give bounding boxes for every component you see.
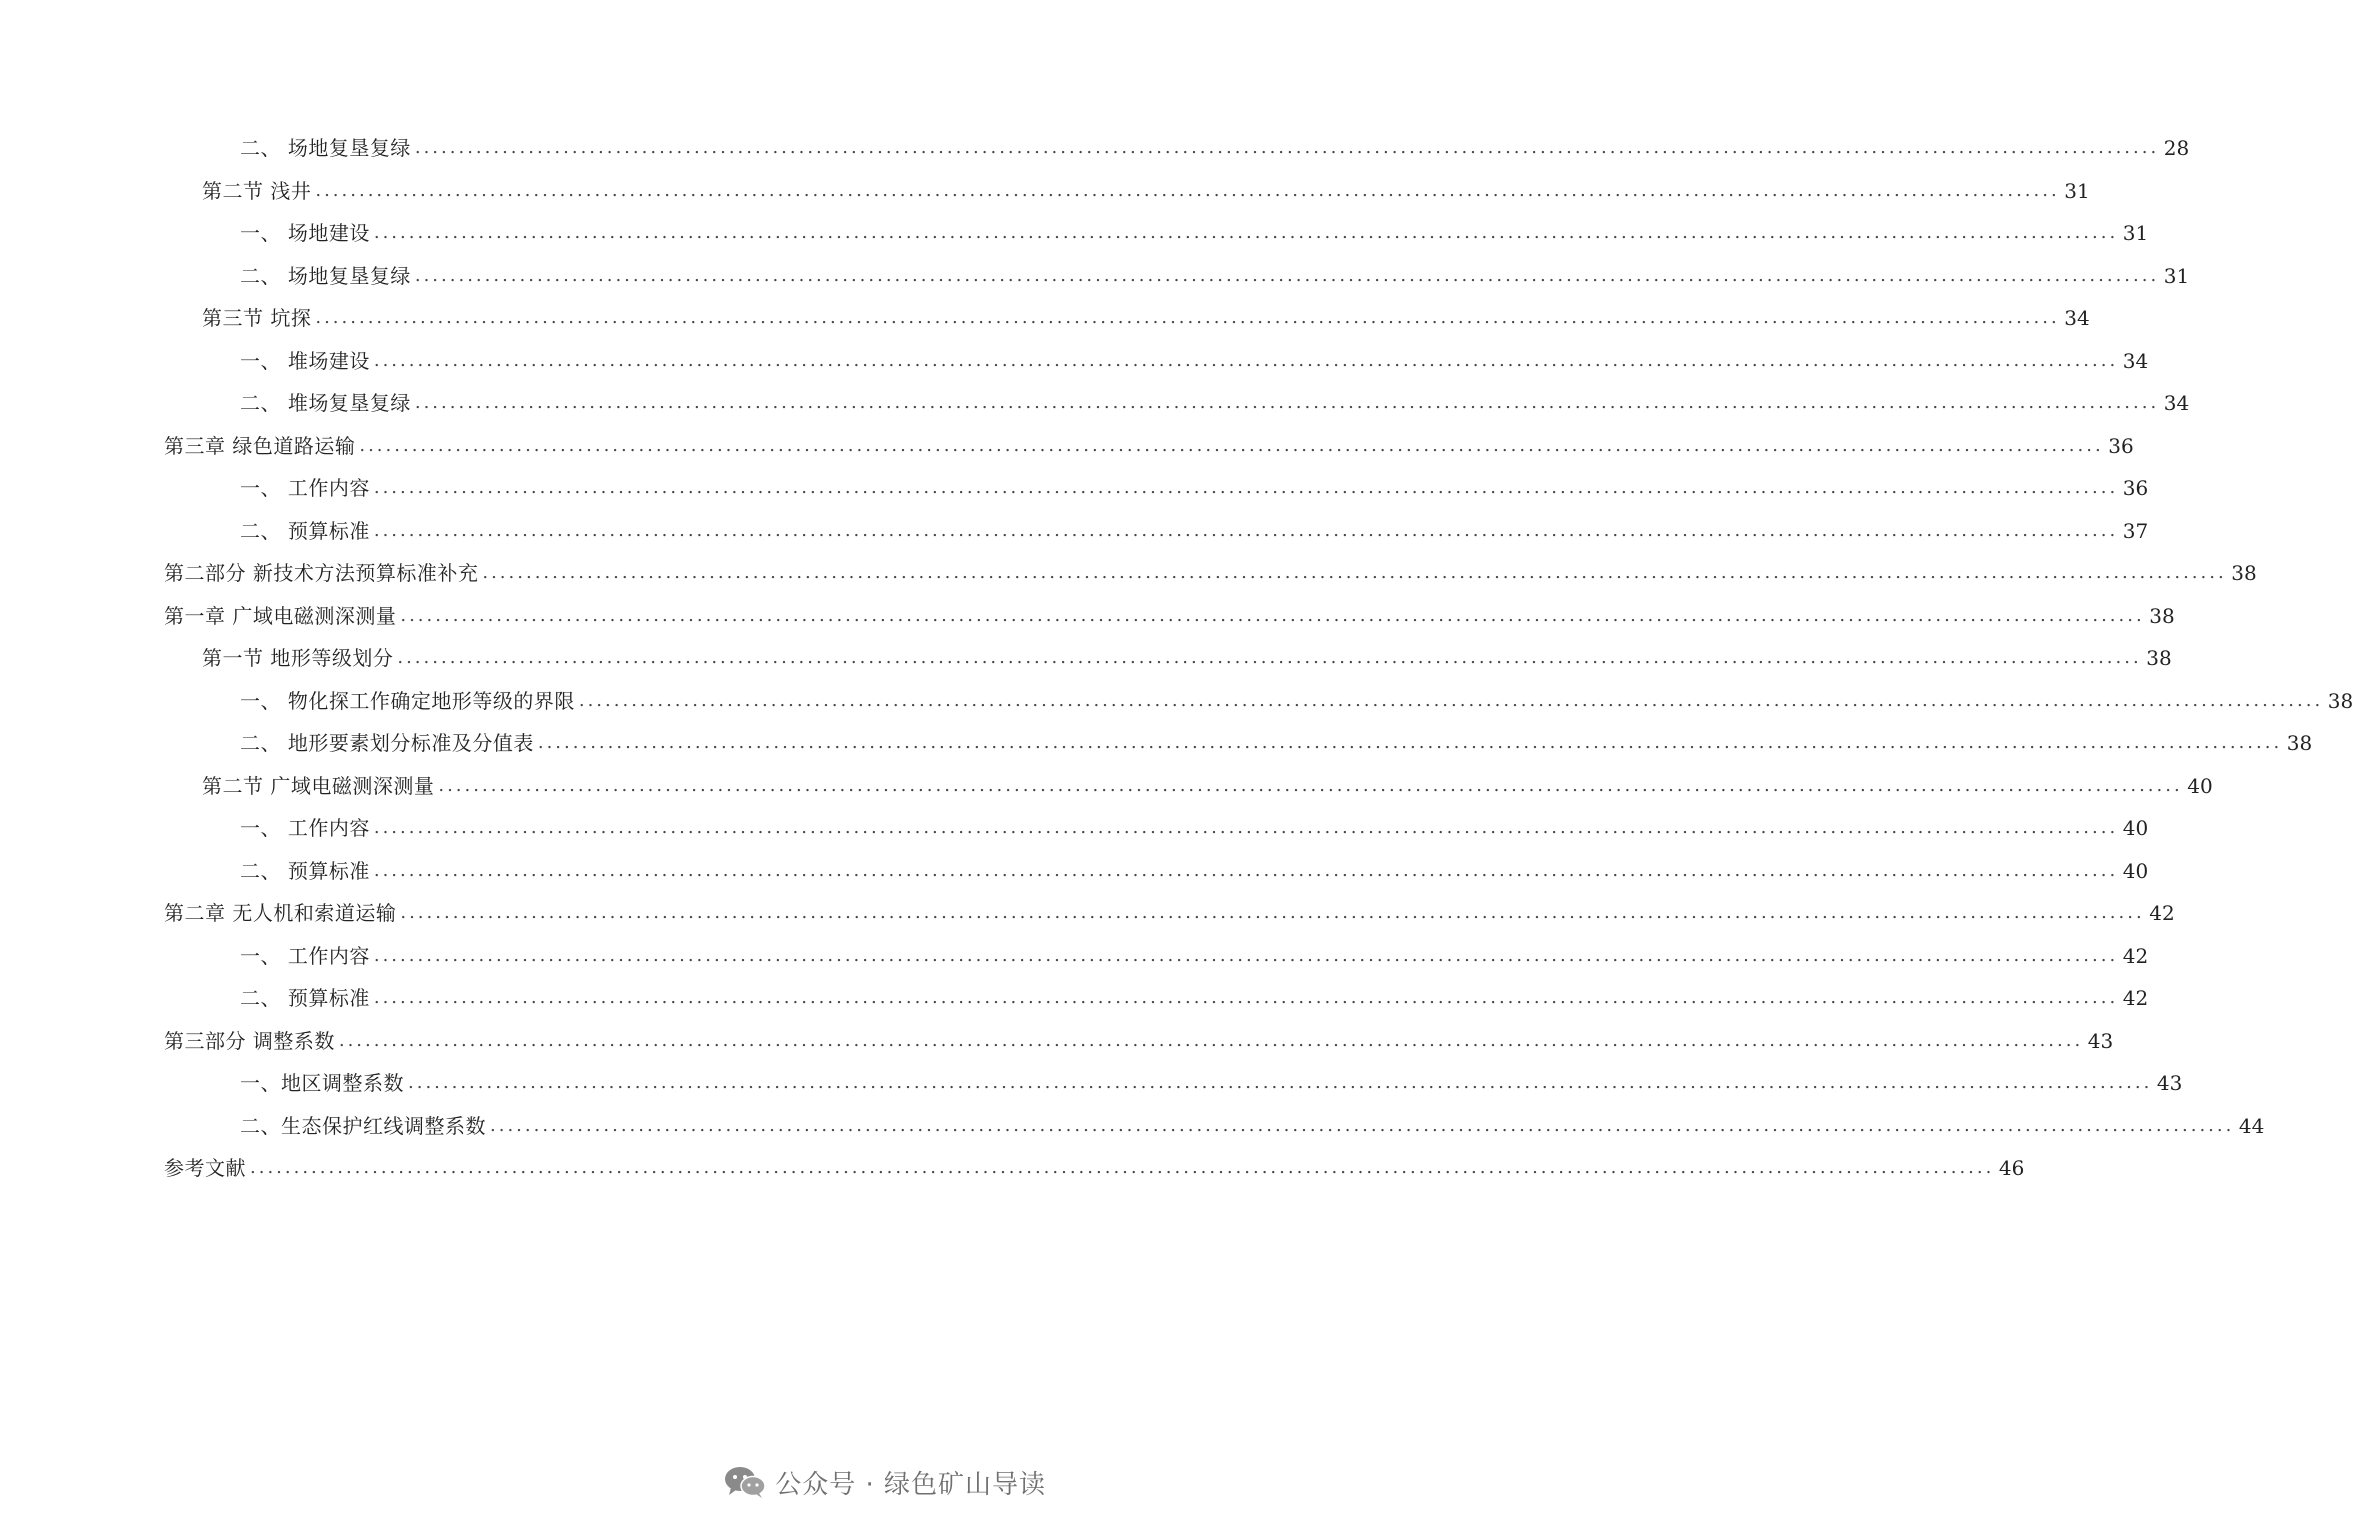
- toc-entry-page-number: 37: [2122, 518, 2149, 543]
- toc-entry[interactable]: [240, 258, 2190, 294]
- toc-dot-leader: ........................................................................................................................................................................................................: [537, 732, 2283, 753]
- toc-entry-page-number: 36: [2108, 433, 2134, 458]
- toc-dot-leader: ........................................................................................................................................................................................................: [414, 392, 2160, 413]
- toc-entry-title: 第一节 地形等级划分: [202, 646, 394, 670]
- toc-entry[interactable]: [240, 130, 2190, 166]
- toc-entry[interactable]: [240, 343, 2149, 379]
- toc-entry-page-number: 40: [2187, 773, 2213, 798]
- toc-entry-title: 第二章 无人机和索道运输: [164, 901, 397, 925]
- toc-entry[interactable]: [164, 555, 2257, 591]
- toc-dot-leader: ........................................................................................................................................................................................................: [373, 349, 2119, 371]
- toc-dot-leader: ........................................................................................................................................................................................................: [400, 604, 2145, 626]
- toc-entry-title: 二、 地形要素划分标准及分值表: [240, 731, 534, 755]
- toc-dot-leader: ........................................................................................................................................................................................................: [414, 137, 2160, 158]
- toc-dot-leader: ........................................................................................................................................................................................................: [359, 434, 2104, 456]
- toc-dot-leader: ........................................................................................................................................................................................................: [373, 817, 2119, 838]
- toc-entry-page-number: 31: [2163, 263, 2190, 288]
- toc-dot-leader: ........................................................................................................................................................................................................: [338, 1029, 2084, 1051]
- toc-dot-leader: ........................................................................................................................................................................................................: [315, 179, 2060, 201]
- toc-entry-title: 第二节 广域电磁测深测量: [202, 773, 435, 798]
- toc-entry[interactable]: [202, 768, 2213, 804]
- toc-entry[interactable]: [240, 938, 2149, 974]
- toc-entry[interactable]: [240, 683, 2353, 719]
- toc-entry[interactable]: [240, 980, 2149, 1016]
- toc-dot-leader: ........................................................................................................................................................................................................: [482, 562, 2227, 583]
- toc-entry[interactable]: [202, 173, 2090, 209]
- toc-entry-page-number: 34: [2064, 306, 2090, 330]
- toc-dot-leader: ........................................................................................................................................................................................................: [578, 689, 2324, 711]
- toc-entry[interactable]: [240, 725, 2313, 761]
- toc-dot-leader: ........................................................................................................................................................................................................: [373, 477, 2119, 498]
- toc-entry-page-number: 46: [1998, 1156, 2025, 1180]
- toc-entry-page-number: 34: [2122, 348, 2149, 373]
- toc-entry-page-number: 36: [2122, 476, 2149, 500]
- toc-entry-page-number: 31: [2064, 178, 2090, 203]
- toc-entry-title: 一、 工作内容: [240, 476, 370, 500]
- toc-entry[interactable]: [164, 1023, 2114, 1059]
- toc-entry-title: 第三节 坑探: [202, 306, 312, 330]
- toc-dot-leader: ........................................................................................................................................................................................................: [250, 1157, 1995, 1178]
- toc-entry[interactable]: [240, 1065, 2183, 1101]
- toc-entry-title: 一、 堆场建设: [240, 348, 370, 373]
- toc-entry-page-number: 38: [2146, 646, 2172, 670]
- toc-dot-leader: ........................................................................................................................................................................................................: [438, 774, 2183, 796]
- toc-entry-page-number: 31: [2122, 221, 2149, 245]
- toc-entry-title: 一、地区调整系数: [240, 1071, 404, 1095]
- toc-dot-leader: ........................................................................................................................................................................................................: [408, 1072, 2153, 1093]
- toc-dot-leader: ........................................................................................................................................................................................................: [373, 859, 2119, 881]
- toc-entry[interactable]: [164, 1150, 2025, 1186]
- toc-entry[interactable]: [164, 428, 2134, 464]
- toc-entry-page-number: 38: [2231, 561, 2257, 585]
- toc-entry[interactable]: [202, 640, 2172, 676]
- toc-entry[interactable]: [240, 853, 2149, 889]
- toc-entry[interactable]: [240, 513, 2149, 549]
- toc-entry-title: 第三章 绿色道路运输: [164, 433, 356, 458]
- toc-dot-leader: ........................................................................................................................................................................................................: [400, 902, 2145, 923]
- toc-entry-title: 一、 工作内容: [240, 943, 370, 968]
- toc-entry-page-number: 42: [2149, 901, 2175, 925]
- toc-entry[interactable]: [164, 895, 2175, 931]
- toc-dot-leader: ........................................................................................................................................................................................................: [490, 1114, 2235, 1136]
- toc-entry-title: 第二节 浅井: [202, 178, 312, 203]
- toc-dot-leader: ........................................................................................................................................................................................................: [315, 307, 2060, 328]
- toc-entry[interactable]: [202, 300, 2090, 336]
- toc-entry[interactable]: [240, 385, 2190, 421]
- toc-entry-page-number: 42: [2122, 943, 2149, 968]
- toc-entry-title: 一、 场地建设: [240, 221, 370, 245]
- toc-entry-title: 二、 场地复垦复绿: [240, 136, 411, 160]
- toc-entry-title: 二、 堆场复垦复绿: [240, 391, 411, 415]
- toc-entry-page-number: 42: [2122, 986, 2149, 1010]
- toc-dot-leader: ........................................................................................................................................................................................................: [397, 647, 2142, 668]
- toc-dot-leader: ........................................................................................................................................................................................................: [414, 264, 2160, 286]
- toc-entry-title: 第三部分 调整系数: [164, 1028, 335, 1053]
- watermark-text: 公众号 · 绿色矿山导读: [775, 1469, 1046, 1500]
- toc-entry-title: 一、 工作内容: [240, 816, 370, 840]
- toc-entry-page-number: 38: [2149, 603, 2175, 628]
- toc-dot-leader: ........................................................................................................................................................................................................: [373, 222, 2119, 243]
- toc-entry[interactable]: [240, 470, 2149, 506]
- toc-dot-leader: ........................................................................................................................................................................................................: [373, 519, 2119, 541]
- toc-entry[interactable]: [240, 1108, 2265, 1144]
- toc-entry-page-number: 34: [2163, 391, 2190, 415]
- toc-dot-leader: ........................................................................................................................................................................................................: [373, 944, 2119, 966]
- toc-entry-page-number: 38: [2327, 688, 2353, 713]
- toc-entry[interactable]: [240, 215, 2149, 251]
- toc-entry[interactable]: [240, 810, 2149, 846]
- toc-entry-title: 二、生态保护红线调整系数: [240, 1113, 486, 1138]
- toc-entry-page-number: 40: [2122, 816, 2149, 840]
- toc-entry-title: 二、 预算标准: [240, 986, 370, 1010]
- toc-entry-page-number: 38: [2286, 731, 2313, 755]
- toc-entry-title: 二、 预算标准: [240, 518, 370, 543]
- toc-entry-page-number: 44: [2238, 1113, 2265, 1138]
- toc-entry-title: 一、 物化探工作确定地形等级的界限: [240, 688, 575, 713]
- wechat-icon: [723, 1465, 767, 1499]
- toc-entry[interactable]: [164, 598, 2175, 634]
- toc-entry-title: 参考文献: [164, 1156, 246, 1180]
- toc-entry-page-number: 40: [2122, 858, 2149, 883]
- toc-entry-page-number: 43: [2156, 1071, 2183, 1095]
- toc-entry-title: 第一章 广域电磁测深测量: [164, 603, 397, 628]
- toc-dot-leader: ........................................................................................................................................................................................................: [373, 987, 2119, 1008]
- toc-entry-page-number: 28: [2163, 136, 2190, 160]
- toc-entry-title: 二、 场地复垦复绿: [240, 263, 411, 288]
- toc-entry-title: 第二部分 新技术方法预算标准补充: [164, 561, 479, 585]
- watermark: [723, 1462, 1046, 1502]
- toc-entry-page-number: 43: [2087, 1028, 2114, 1053]
- toc-entry-title: 二、 预算标准: [240, 858, 370, 883]
